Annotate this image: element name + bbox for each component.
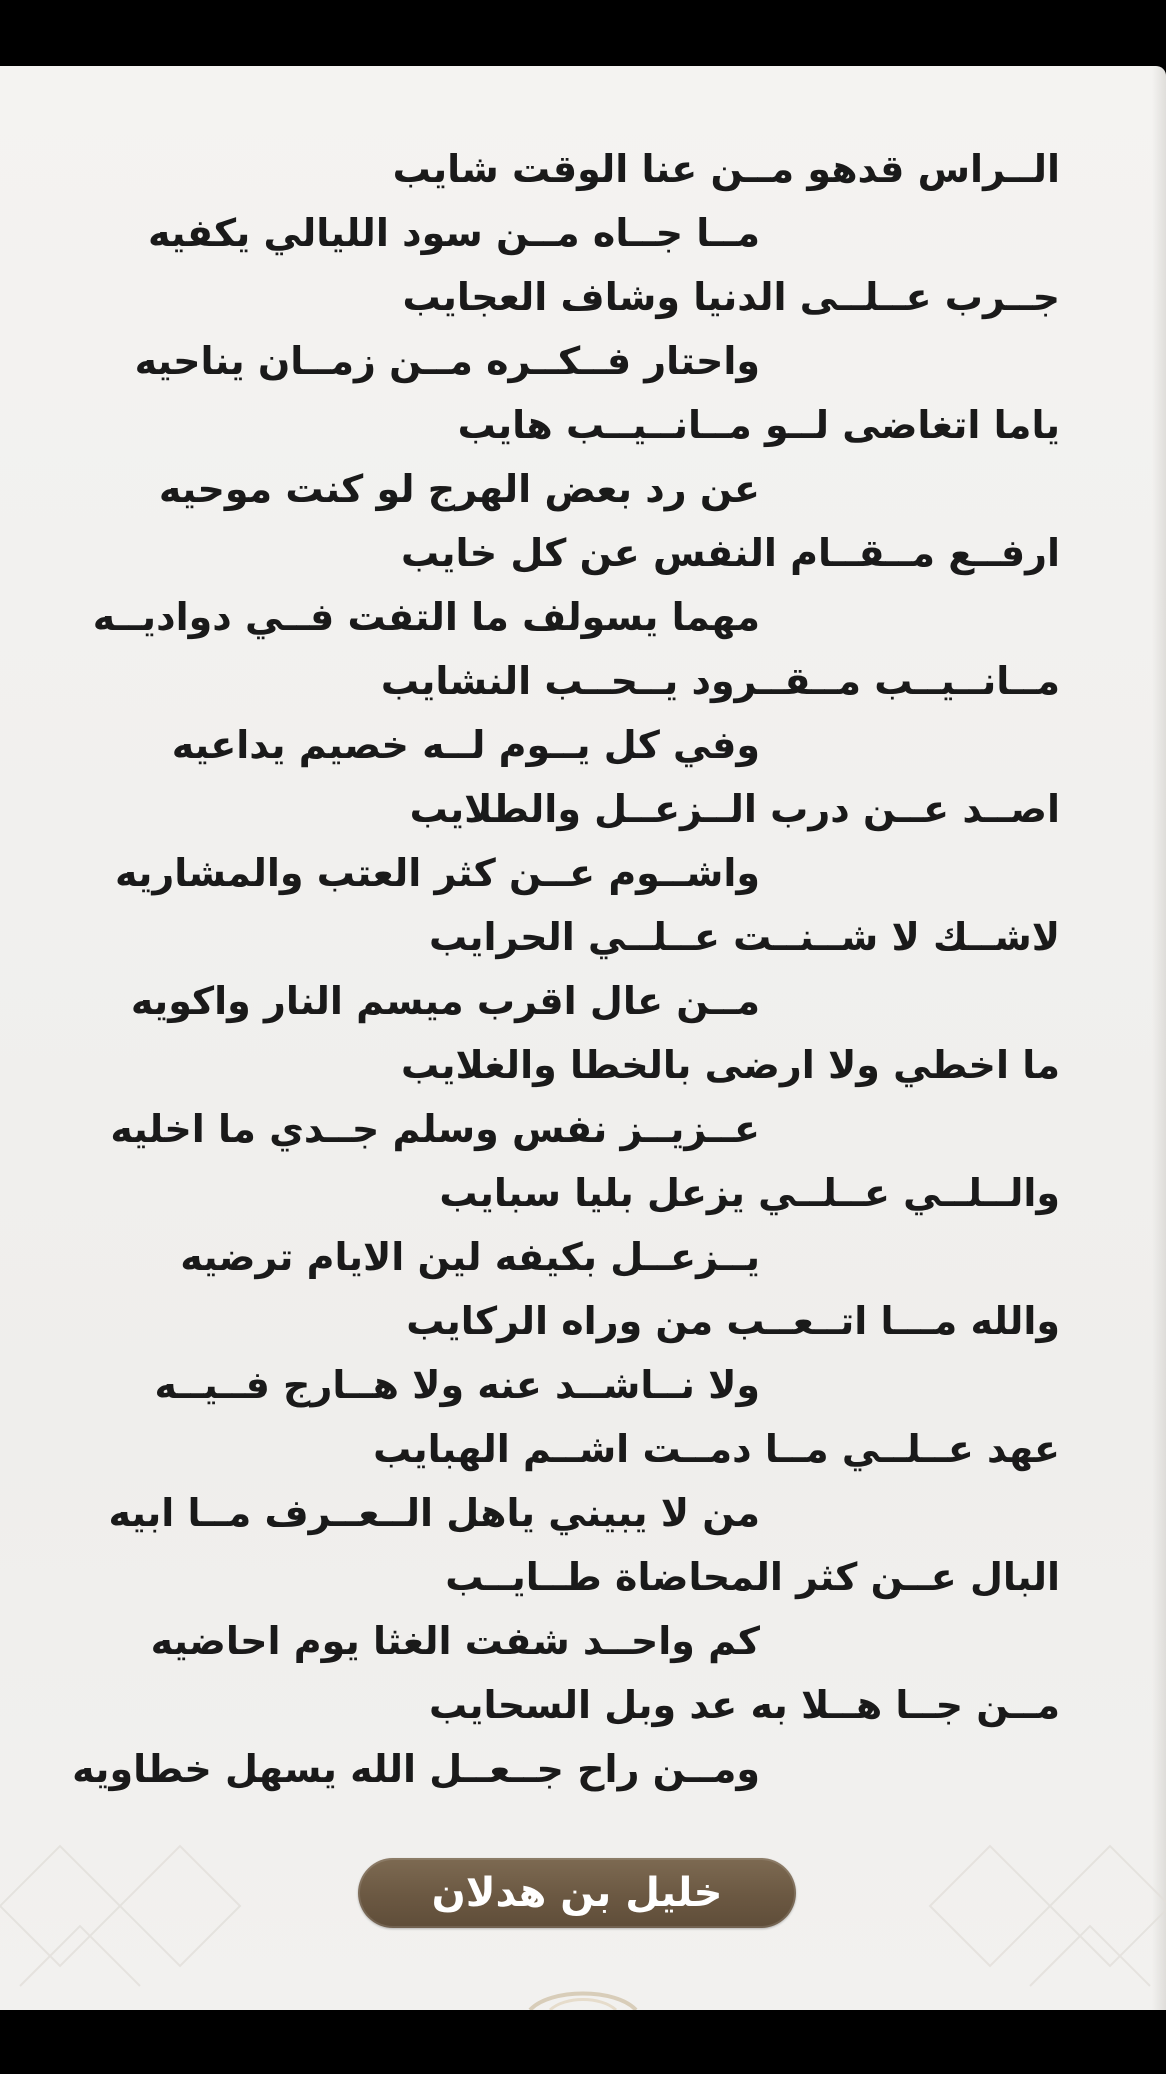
verse-line: مــن عال اقرب ميسم النار واكويه: [130, 979, 760, 1023]
verse-line: والله مـــا اتــعــب من وراه الركايب: [406, 1299, 1060, 1343]
bottom-black-bar: [0, 2010, 1166, 2074]
author-badge: [358, 1858, 796, 1928]
verse-line: لاشــك لا شــنــت عــلــي الحرايب: [428, 915, 1060, 959]
verse-line: الــراس قدهو مــن عنا الوقت شايب: [392, 147, 1060, 191]
ornament-icon: [520, 1982, 646, 2010]
verse-line: من لا يبيني ياهل الــعــرف مــا ابيه: [108, 1491, 760, 1535]
verse-line: ما اخطي ولا ارضى بالخطا والغلايب: [401, 1043, 1060, 1087]
verse-line: ارفــع مــقــام النفس عن كل خايب: [400, 531, 1060, 575]
verse-line: البال عــن كثر المحاضاة طــايــب: [445, 1555, 1060, 1599]
verse-line: ياما اتغاضى لــو مــانــيــب هايب: [457, 403, 1060, 447]
verse-line: ومــن راح جــعــل الله يسهل خطاويه: [72, 1747, 760, 1791]
verse-line: وفي كل يــوم لــه خصيم يداعيه: [171, 723, 760, 767]
verse-line: مــا جــاه مــن سود الليالي يكفيه: [148, 211, 760, 255]
top-black-bar: [0, 0, 1166, 66]
verse-line: عــزيــز نفس وسلم جــدي ما اخليه: [110, 1107, 760, 1151]
verse-line: اصــد عــن درب الــزعــل والطلايب: [409, 787, 1060, 831]
verse-line: ولا نــاشــد عنه ولا هــارج فــيــه: [154, 1363, 760, 1407]
verse-line: واحتار فــكــره مــن زمــان يناحيه: [134, 339, 760, 383]
verse-line: عن رد بعض الهرج لو كنت موحيه: [158, 467, 760, 511]
verse-line: كم واحــد شفت الغثا يوم احاضيه: [150, 1619, 760, 1663]
card-edge-shadow: [1152, 66, 1166, 2010]
verse-line: مــانــيــب مــقــرود يــحــب النشايب: [380, 659, 1060, 703]
verse-line: مهما يسولف ما التفت فــي دواديــه: [92, 595, 760, 639]
verse-line: عهد عــلــي مــا دمــت اشــم الهبايب: [373, 1427, 1060, 1471]
verse-line: جــرب عــلــى الدنيا وشاف العجايب: [402, 275, 1060, 319]
verse-line: مــن جــا هــلا به عد وبل السحايب: [428, 1683, 1060, 1727]
verse-line: واشــوم عــن كثر العتب والمشاريه: [115, 851, 760, 895]
verse-line: يــزعــل بكيفه لين الايام ترضيه: [180, 1235, 760, 1279]
verse-line: والــلــي عــلــي يزعل بليا سبايب: [439, 1171, 1060, 1215]
author-name: خليل بن هدلان: [431, 1870, 723, 1916]
